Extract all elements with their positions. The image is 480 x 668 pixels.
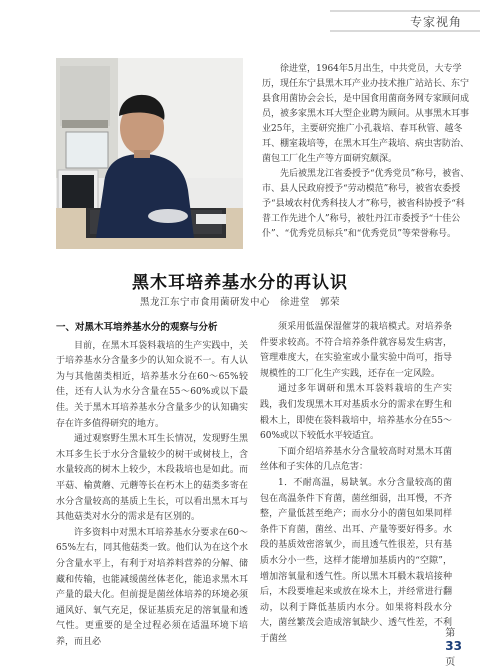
body-paragraph: 许多资料中对黑木耳培养基水分要求在60～65%左右，同其他菇类一致。他们认为在这个水分含量水平上，有利于对培养料营养的分解、储藏和传输，也能减缓菌丝体老化，能追求黑木耳产量的最大化。但前提是菌丝体培养的环境必须通风好、氧气充足，保证基质充足的溶氧量和透气性。更重要的是全过程必须在适温环境下培养，而且必 [56,527,248,647]
body-paragraph: 通过多年调研和黑木耳袋料栽培的生产实践，我们发现黑木耳对基质水分的需求在野生和椴木上，即使在袋料栽培中，培养基水分在55～60%或以下较低水平较适宜。 [260,384,452,442]
header-band [0,0,480,44]
body-paragraph: 下面介绍培养基水分含量较高时对黑木耳菌丝体和子实体的几点危害： [260,446,452,473]
article-column-left [56,320,248,650]
section-label: 专家视角 [409,15,462,29]
body-paragraph: 通过观察野生黑木耳生长情况，发现野生黑木耳多生长于水分含量较少的树干或树枝上，含水量较高的树木上较少，木段栽培也是如此。而平菇、榆黄蘑、元蘑等长在朽木上的菇类多寄在水分含量较高的基质上生长，可以看出黑木耳与其他菇类对水分的需求是有区别的。 [56,434,248,523]
portrait-illustration [56,58,243,249]
article-author: 黑龙江东宁市食用菌研发中心 徐进堂 郭荣 [139,297,340,308]
section-heading: 一、对黑木耳培养基水分的观察与分析 [56,322,218,333]
header-rule-top [330,10,480,12]
page-suffix: 页 [445,657,456,668]
page-prefix: 第 [445,628,456,639]
body-paragraph: 1．不耐高温，易缺氧。水分含量较高的菌包在高温条件下育菌，菌丝细弱，出耳慢，不齐整，产量低甚至绝产；而水分小的菌包如果同样条件下育菌，菌丝、出耳、产量等要好得多。水段的基质效密溶氧少，而且透气性很差，只有基质水分小一些，这样才能增加基质内的“空隙”，增加溶氧量和透气性。所以黑木耳椴木栽培接种后，木段要堆起来或放在垛木上，并经常进行翻动，以利于降低基质内水分。如果将料段水分大，菌丝繁茂会造成溶氧缺少、透气性差，不利于菌丝 [260,477,452,644]
body-paragraph: 须采用低温保湿催芽的栽培模式。对培养条件要求较高。不符合培养条件就容易发生病害，管理难度大，在实验室或小量实验中尚可，指导规模性的工厂化生产实践，还存在一定风险。 [260,322,452,379]
page-number-value: 33 [445,639,462,653]
page-number [445,624,462,668]
article-column-right [260,320,452,647]
bio-paragraph: 先后被黑龙江省委授予“优秀党员”称号，被省、市、县人民政府授予“劳动模范”称号，被省农委授予“县域农村优秀科技人才”称号，被省科协授予“科普工作先进个人”称号，被牡丹江市委授予“十佳公仆”、“优秀党员标兵”和“优秀党员”等荣誉称号。 [262,169,470,239]
header-rule-bottom [330,30,480,32]
bio-paragraph: 徐进堂，1964年5月出生，中共党员，大专学历，现任东宁县黑木耳产业办技术推广站站长、东宁县食用菌协会会长，是中国食用菌商务网专家顾问成员，被多家黑木耳大型企业聘为顾问。从事黑木耳事业25年，主要研究推广小孔栽培、春耳秋管、越冬耳、棚室栽培等，在黑木耳生产栽培、病虫害防治、菌包工厂化生产等方面研究颇深。 [262,64,470,164]
author-bio [262,62,470,242]
body-paragraph: 目前，在黑木耳袋料栽培的生产实践中，关于培养基水分含量多少的认知众说不一。有人认为与其他菌类相近，培养基水分在60～65%较佳，还有人认为水分含量在55～60%或以下最佳。关于黑木耳培养基水分含量多少的认知确实存在许多值得研究的地方。 [56,340,248,429]
article-title: 黑木耳培养基水分的再认识 [132,273,348,293]
portrait-photo [56,58,243,249]
